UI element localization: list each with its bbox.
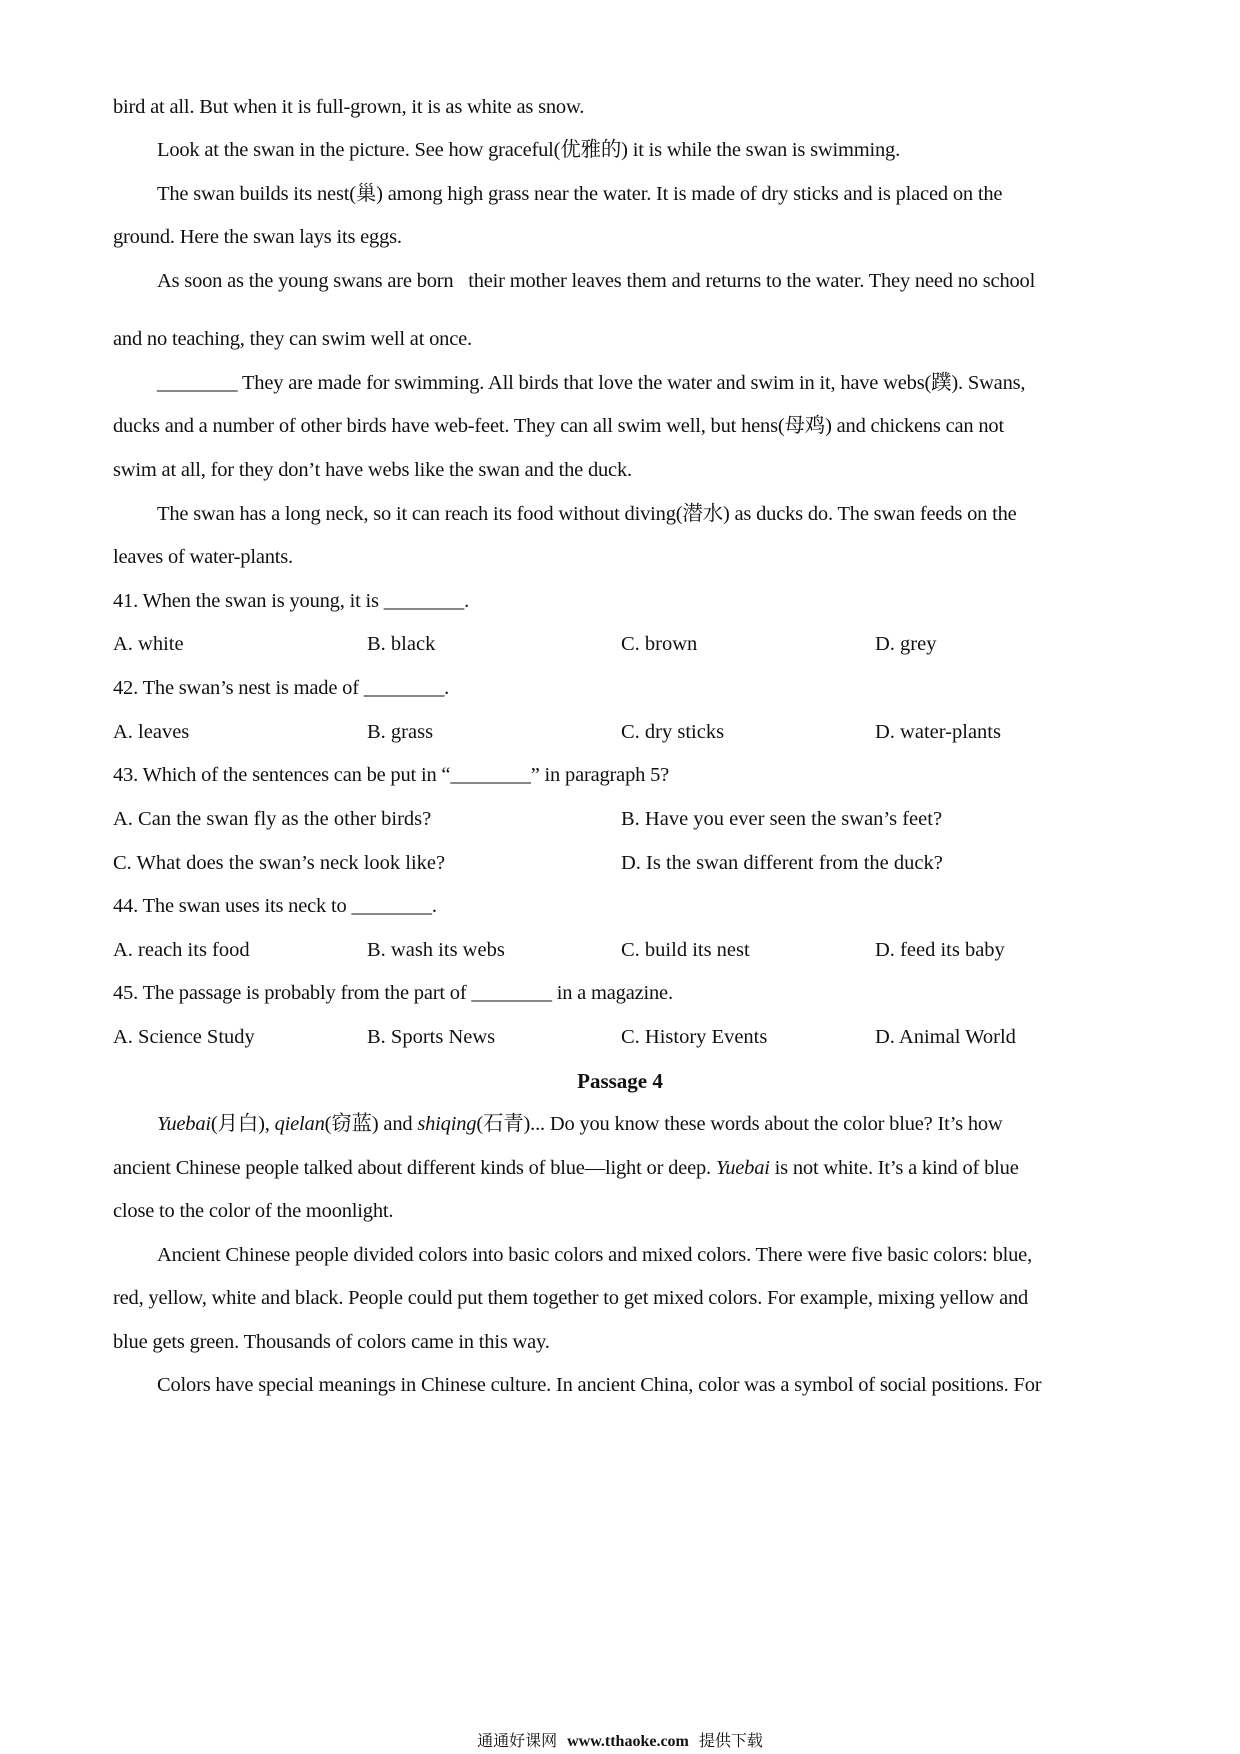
question-43-option-b[interactable]: B. Have you ever seen the swan’s feet? [621, 808, 943, 830]
pinyin-term: Yuebai [157, 1113, 211, 1135]
passage-line: red, yellow, white and black. People could put them together to get mixed colors. For example, mixing yellow and [113, 1287, 1029, 1309]
pinyin-term: Yuebai [715, 1157, 770, 1179]
text-span: (窃蓝) and [324, 1113, 418, 1135]
pinyin-term: shiqing [417, 1113, 477, 1135]
question-44-stem: 44. The swan uses its neck to ________. [113, 895, 437, 917]
passage-line: Ancient Chinese people divided colors into basic colors and mixed colors. There were five basic colors: blue, [157, 1244, 1033, 1266]
question-43-option-c[interactable]: C. What does the swan’s neck look like? [113, 852, 446, 874]
text-span: (月白), [210, 1113, 275, 1135]
question-45-stem: 45. The passage is probably from the part of ________ in a magazine. [113, 982, 673, 1004]
passage-line [113, 1154, 1019, 1182]
passage-line: and no teaching, they can swim well at once. [113, 328, 472, 350]
passage-line: The swan has a long neck, so it can reach its food without diving(潜水) as ducks do. The swan feeds on the [157, 503, 1017, 525]
question-45-option-d[interactable]: D. Animal World [875, 1026, 1016, 1048]
question-44-option-d[interactable]: D. feed its baby [875, 939, 1005, 961]
question-41-option-b[interactable]: B. black [367, 633, 436, 655]
question-42-option-c[interactable]: C. dry sticks [621, 721, 725, 743]
text-span: (石青)... Do you know these words about the color blue? It’s how [476, 1113, 1003, 1135]
question-43-option-d[interactable]: D. Is the swan different from the duck? [621, 852, 943, 874]
question-41-option-d[interactable]: D. grey [875, 633, 937, 655]
question-45-option-b[interactable]: B. Sports News [367, 1026, 496, 1048]
question-42-stem: 42. The swan’s nest is made of ________. [113, 677, 450, 699]
passage-line: close to the color of the moonlight. [113, 1200, 394, 1222]
question-43-option-a[interactable]: A. Can the swan fly as the other birds? [113, 808, 432, 830]
question-45-option-c[interactable]: C. History Events [621, 1026, 768, 1048]
question-42-option-d[interactable]: D. water-plants [875, 721, 1001, 743]
question-45-option-a[interactable]: A. Science Study [113, 1026, 255, 1048]
passage-4-title: Passage 4 [577, 1069, 663, 1093]
question-42-option-b[interactable]: B. grass [367, 721, 434, 743]
passage-line: As soon as the young swans are born their mother leaves them and returns to the water. They need no school [157, 270, 1036, 292]
footer-site-name: 通通好课网 [477, 1731, 558, 1750]
passage-line: blue gets green. Thousands of colors came in this way. [113, 1331, 550, 1353]
question-43-stem: 43. Which of the sentences can be put in “________” in paragraph 5? [113, 764, 670, 786]
page-footer [0, 1731, 1240, 1752]
passage-line: Look at the swan in the picture. See how graceful(优雅的) it is while the swan is swimming. [157, 139, 901, 161]
passage-line: leaves of water-plants. [113, 546, 293, 568]
question-44-option-b[interactable]: B. wash its webs [367, 939, 505, 961]
pinyin-term: qielan [274, 1113, 325, 1135]
passage-line: bird at all. But when it is full-grown, it is as white as snow. [113, 96, 585, 118]
footer-download-text: 提供下载 [698, 1731, 763, 1750]
footer-site-url[interactable]: www.tthaoke.com [567, 1733, 689, 1750]
passage-line: ducks and a number of other birds have web-feet. They can all swim well, but hens(母鸡) and chickens can not [113, 415, 1004, 437]
passage-line: The swan builds its nest(巢) among high grass near the water. It is made of dry sticks and is placed on the [157, 183, 1003, 205]
text-span: ancient Chinese people talked about different kinds of blue—light or deep. [113, 1157, 716, 1179]
passage-line: swim at all, for they don’t have webs like the swan and the duck. [113, 459, 632, 481]
question-44-option-c[interactable]: C. build its nest [621, 939, 750, 961]
text-span: is not white. It’s a kind of blue [769, 1157, 1019, 1179]
passage-line: ________ They are made for swimming. All birds that love the water and swim in it, have webs(蹼). Swans, [157, 372, 1026, 394]
passage-line: Colors have special meanings in Chinese culture. In ancient China, color was a symbol of social positions. For [157, 1374, 1042, 1396]
passage-line: ground. Here the swan lays its eggs. [113, 226, 402, 248]
question-44-option-a[interactable]: A. reach its food [113, 939, 250, 961]
question-42-option-a[interactable]: A. leaves [113, 721, 190, 743]
passage-line [157, 1110, 1003, 1138]
question-41-option-a[interactable]: A. white [113, 633, 184, 655]
question-41-option-c[interactable]: C. brown [621, 633, 698, 655]
question-41-stem: 41. When the swan is young, it is ________. [113, 590, 470, 612]
